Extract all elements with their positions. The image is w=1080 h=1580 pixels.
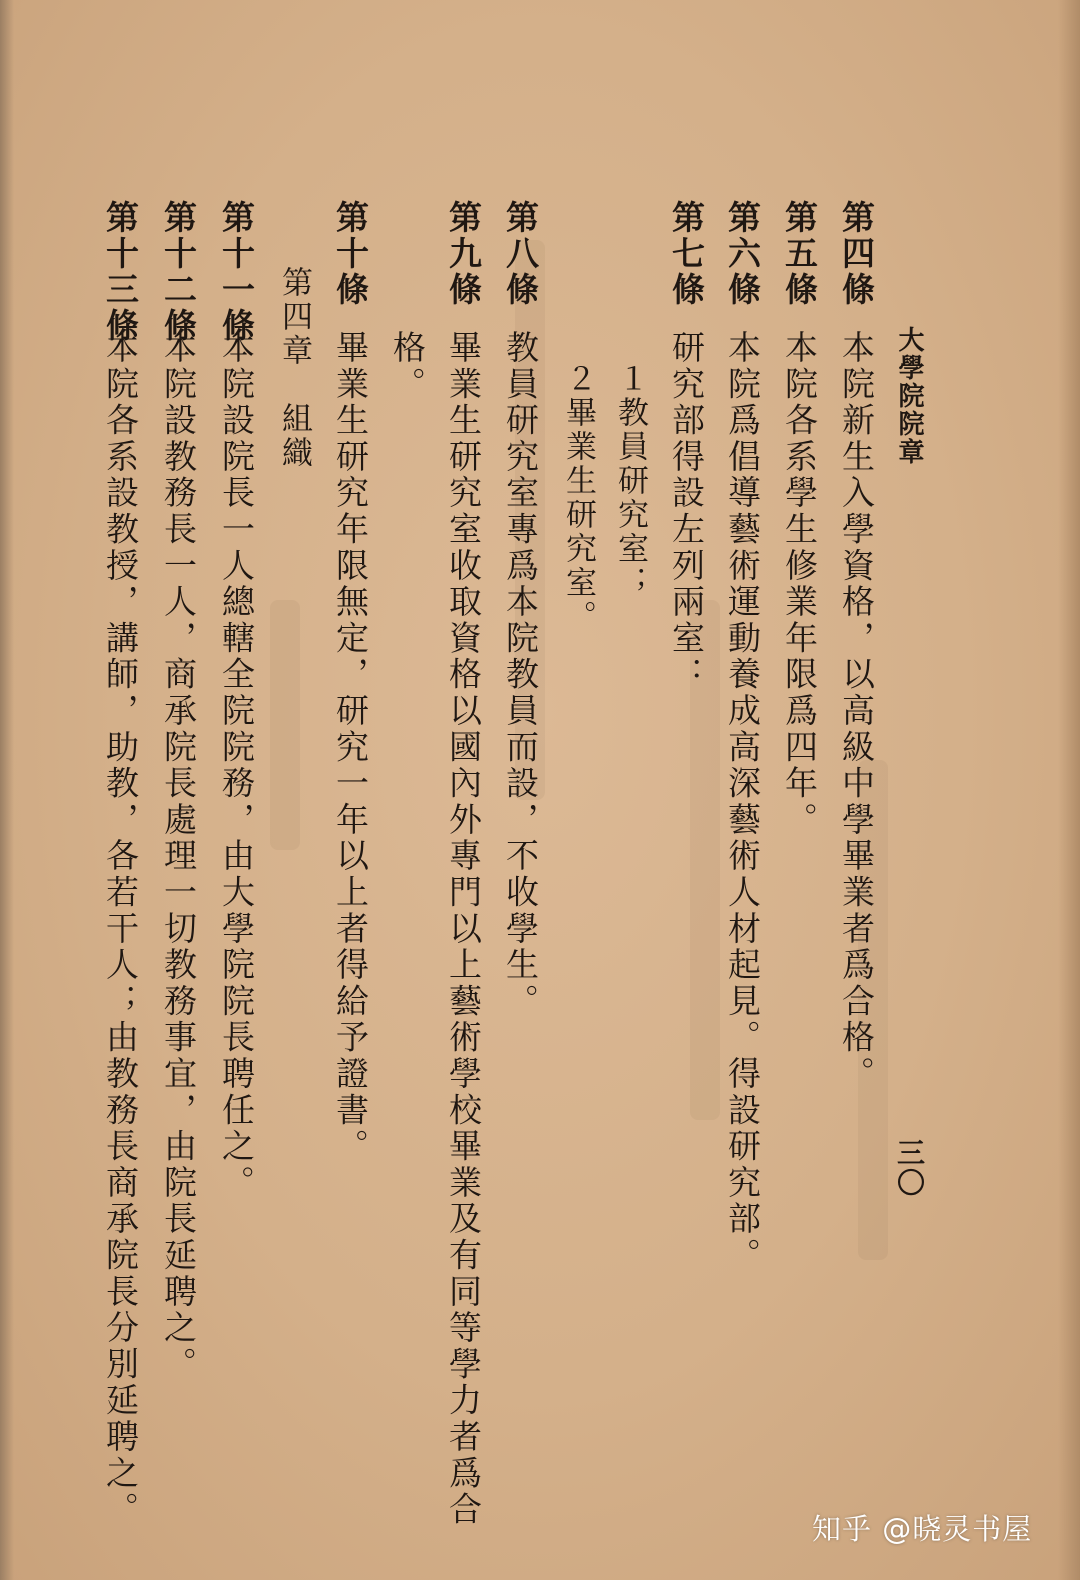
article-10-label: 第十條 <box>331 200 370 308</box>
article-10-text: 畢業生研究年限無定，研究一年以上者得給予證書。 <box>331 330 370 1165</box>
article-6-label: 第六條 <box>723 200 762 308</box>
research-room-item-2: ２畢業生研究室。 <box>560 362 596 634</box>
watermark-text: 知乎 @晓灵书屋 <box>812 1512 1033 1546</box>
chapter-heading: 第四章 組織 <box>276 266 312 470</box>
article-4-text: 本院新生入學資格，以高級中學畢業者爲合格。 <box>837 330 876 1093</box>
article-9-text: 畢業生研究室收取資格以國內外專門以上藝術學校畢業及有同等學力者爲合 <box>444 330 483 1528</box>
page-number: 三〇 <box>893 1138 926 1198</box>
page-edge-shadow-left <box>0 0 14 1580</box>
article-11-label: 第十一條 <box>217 200 256 344</box>
page-edge-shadow-right <box>1058 0 1080 1580</box>
article-9-continuation: 格。 <box>388 330 427 403</box>
article-8-label: 第八條 <box>501 200 540 308</box>
article-4-label: 第四條 <box>837 200 876 308</box>
running-title: 大學院院章 <box>894 326 924 466</box>
paper-show-through <box>270 600 300 850</box>
research-room-item-1: １教員研究室； <box>612 362 648 600</box>
article-5-text: 本院各系學生修業年限爲四年。 <box>780 330 819 839</box>
article-12-label: 第十二條 <box>159 200 198 344</box>
article-7-text: 研究部得設左列兩室： <box>667 330 706 693</box>
article-6-text: 本院爲倡導藝術運動養成高深藝術人材起見。得設研究部。 <box>723 330 762 1274</box>
article-9-label: 第九條 <box>444 200 483 308</box>
article-8-text: 教員研究室專爲本院教員而設，不收學生。 <box>501 330 540 1020</box>
article-13-text: 本院各系設教授，講師，助教，各若干人；由教務長商承院長分別延聘之。 <box>101 330 140 1528</box>
article-7-label: 第七條 <box>667 200 706 308</box>
article-11-text: 本院設院長一人總轄全院院務，由大學院院長聘任之。 <box>217 330 256 1202</box>
article-12-text: 本院設教務長一人，商承院長處理一切教務事宜，由院長延聘之。 <box>159 330 198 1383</box>
article-5-label: 第五條 <box>780 200 819 308</box>
article-13-label: 第十三條 <box>101 200 140 344</box>
